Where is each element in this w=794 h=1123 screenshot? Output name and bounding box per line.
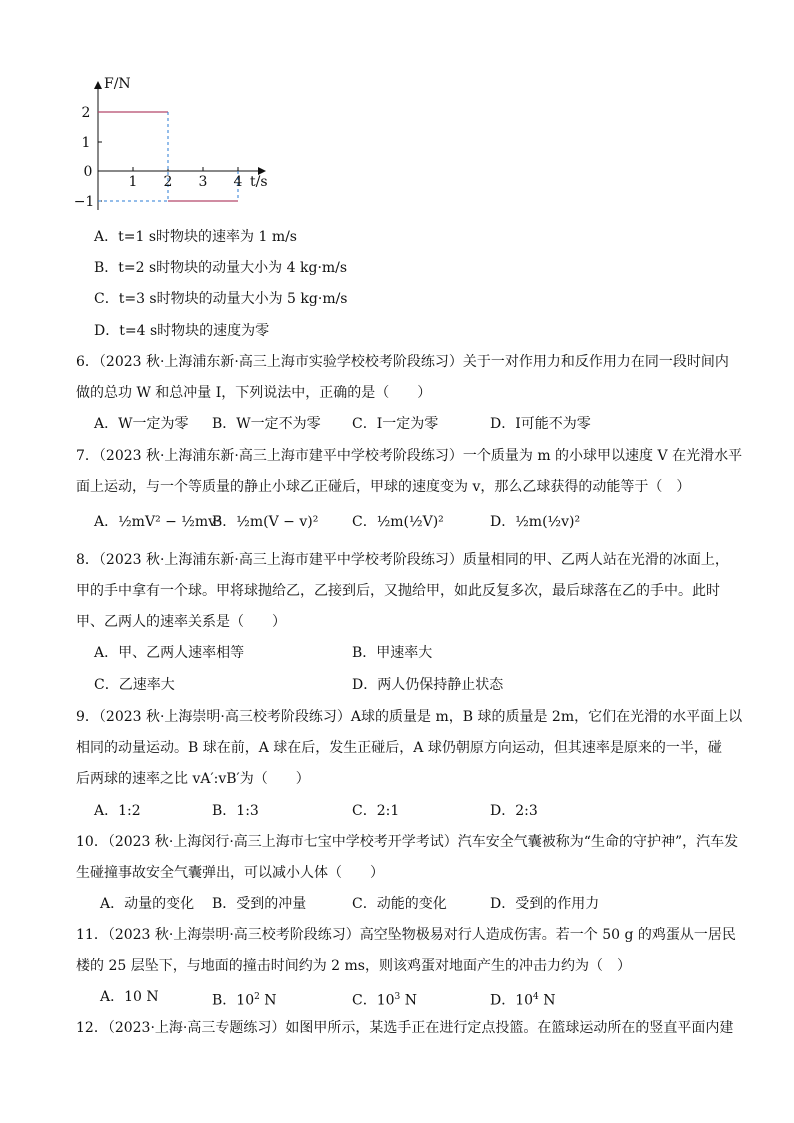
q7-option-a: A．½mV² − ½mv²: [94, 514, 222, 530]
q8-option-b: B．甲速率大: [352, 645, 433, 661]
q6-stem-line1: 6．（2023 秋·上海浦东新·高三上海市实验学校校考阶段练习）关于一对作用力和反作用力在同一段时间内: [76, 354, 729, 370]
q7-option-d: D．½m(½v)²: [490, 514, 581, 530]
y-tick-1: 1: [81, 135, 91, 151]
q7-stem-line1: 7．（2023 秋·上海浦东新·高三上海市建平中学校考阶段练习）一个质量为 m 的小球甲以速度 V 在光滑水平: [76, 448, 743, 464]
y-tick-neg1: −1: [73, 194, 95, 210]
q6-option-b: B．W一定不为零: [212, 416, 321, 432]
q8-option-d: D．两人仍保持静止状态: [352, 677, 504, 693]
q9-stem-line3: 后两球的速率之比 vA′:vB′为（ ）: [76, 771, 310, 787]
q12-stem-line1: 12．（2023·上海·高三专题练习）如图甲所示，某选手正在进行定点投篮。在篮球运动所在的竖直平面内建: [76, 1020, 734, 1036]
q5-option-c: C．t=3 s时物块的动量大小为 5 kg·m/s: [94, 291, 348, 307]
q11-option-c-exp: 3: [394, 992, 401, 1002]
q11-option-d-base: D．10: [490, 992, 534, 1009]
x-tick-4: 4: [233, 174, 243, 190]
q6-stem-line2: 做的总功 W 和总冲量 I，下列说法中，正确的是（ ）: [76, 385, 432, 401]
q11-option-b-unit: N: [259, 992, 277, 1009]
q10-option-a: A．动量的变化: [100, 896, 195, 912]
q5-option-b: B．t=2 s时物块的动量大小为 4 kg·m/s: [94, 260, 348, 276]
x-tick-1: 1: [128, 174, 138, 190]
q8-option-c: C．乙速率大: [94, 677, 175, 693]
q7-stem-line2: 面上运动，与一个等质量的静止小球乙正碰后，甲球的速度变为 v，那么乙球获得的动能等于（ ）: [76, 479, 691, 495]
y-tick-2: 2: [81, 105, 91, 121]
q8-stem-line2: 甲的手中拿有一个球。甲将球抛给乙，乙接到后，又抛给甲，如此反复多次，最后球落在乙的手中。此时: [76, 583, 720, 599]
q8-option-a: A．甲、乙两人速率相等: [94, 645, 245, 661]
q9-stem-line1: 9．（2023 秋·上海崇明·高三校考阶段练习）A球的质量是 m，B 球的质量是 2m，它们在光滑的水平面上以: [76, 709, 743, 725]
q6-option-d: D．I可能不为零: [490, 416, 591, 432]
q11-option-c: [352, 987, 417, 1011]
q9-option-c: C．2:1: [352, 803, 400, 819]
q9-option-b: B．1:3: [212, 803, 259, 819]
q11-option-b: [212, 987, 277, 1011]
q9-option-d: D．2:3: [490, 803, 538, 819]
q11-option-c-unit: N: [400, 992, 417, 1009]
q5-option-d: D．t=4 s时物块的速度为零: [94, 323, 270, 339]
q8-stem-line3: 甲、乙两人的速率关系是（ ）: [76, 614, 286, 630]
q10-option-c: C．动能的变化: [352, 896, 447, 912]
q8-stem-line1: 8．（2023 秋·上海浦东新·高三上海市建平中学校考阶段练习）质量相同的甲、乙两人站在光滑的冰面上，: [76, 552, 729, 568]
q11-option-b-exp: 2: [254, 992, 260, 1002]
q11-stem-line2: 楼的 25 层坠下，与地面的撞击时间约为 2 ms，则该鸡蛋对地面产生的冲击力约为（ ）: [76, 958, 631, 974]
q11-option-d-exp: 4: [533, 992, 539, 1002]
x-tick-2: 2: [163, 174, 173, 190]
q11-option-c-base: C．10: [352, 992, 395, 1009]
x-axis-label: t/s: [250, 174, 268, 190]
q10-option-d: D．受到的作用力: [490, 896, 600, 912]
force-time-graph: [73, 70, 280, 220]
y-tick-0: 0: [83, 164, 93, 180]
q9-stem-line2: 相同的动量运动。B 球在前，A 球在后，发生正碰后，A 球仍朝原方向运动，但其速率是原来的一半，碰: [76, 740, 722, 756]
y-axis-label: F/N: [104, 76, 131, 92]
q11-option-d-unit: N: [538, 992, 556, 1009]
q6-option-a: A．W一定为零: [94, 416, 189, 432]
q11-option-b-base: B．10: [212, 992, 255, 1009]
q5-option-a: A．t=1 s时物块的速率为 1 m/s: [94, 229, 297, 245]
q7-option-c: C．½m(½V)²: [352, 514, 444, 530]
q9-option-a: A．1:2: [94, 803, 141, 819]
q11-stem-line1: 11．（2023 秋·上海崇明·高三校考阶段练习）高空坠物极易对行人造成伤害。若一个 50 g 的鸡蛋从一居民: [76, 927, 736, 943]
q10-stem-line1: 10．（2023 秋·上海闵行·高三上海市七宝中学校考开学考试）汽车安全气囊被称为“生命的守护神”，汽车发: [76, 834, 739, 850]
q11-option-d: [490, 987, 555, 1011]
q11-option-a: A．10 N: [100, 989, 159, 1005]
q7-option-b: B．½m(V − v)²: [212, 514, 319, 530]
q10-option-b: B．受到的冲量: [212, 896, 307, 912]
q6-option-c: C．I一定为零: [352, 416, 439, 432]
q10-stem-line2: 生碰撞事故安全气囊弹出，可以减小人体（ ）: [76, 865, 384, 881]
x-tick-3: 3: [198, 174, 208, 190]
